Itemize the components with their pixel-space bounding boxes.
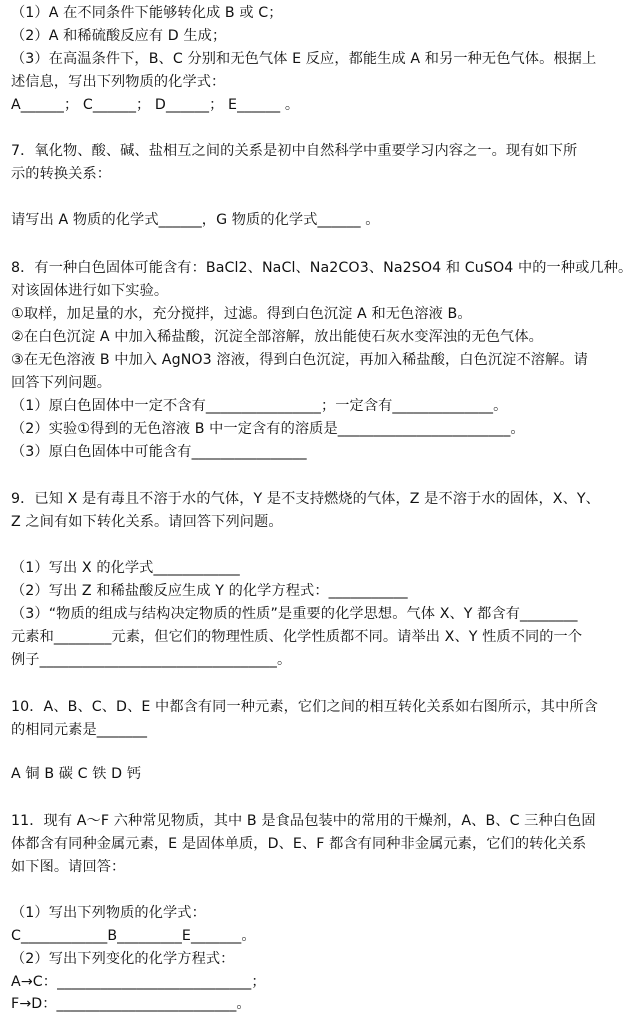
q8-sub-3: （3）原白色固体中可能含有________________ (11, 444, 307, 460)
q9-stem-line-1: 9．已知 X 是有毒且不溶于水的气体，Y 是不支持燃烧的气体，Z 是不溶于水的固体，X、Y、 (11, 491, 600, 507)
q11-sub-1-blanks: C____________B_________E_______。 (11, 928, 256, 944)
q9-sub-3: （3）“物质的组成与结构决定物质的性质”是重要的化学思想。气体 X、Y 都含有________ (11, 606, 578, 622)
q11-stem-line-1: 11．现有 A～F 六种常见物质，其中 B 是食品包装中的常用的干燥剂，A、B、C 三种白色固 (11, 813, 596, 829)
q9-sub-3-cont: 元素和________元素，但它们的物理性质、化学性质都不同。请举出 X、Y 性质不同的一个 (11, 629, 583, 645)
q9-stem-line-2: Z 之间有如下转化关系。请回答下列问题。 (11, 514, 283, 530)
q6-prompt: 述信息，写出下列物质的化学式： (11, 74, 226, 90)
q7-stem-line-1: 7．氧化物、酸、碱、盐相互之间的关系是初中自然科学中重要学习内容之一。现有如下所 (11, 143, 578, 159)
q9-sub-3-end: 例子_________________________________。 (11, 652, 292, 668)
q8-sub-1: （1）原白色固体中一定不含有________________；一定含有______________。 (11, 398, 508, 414)
q6-condition-2: （2）A 和稀硫酸反应有 D 生成； (11, 28, 227, 44)
q7-answer-blanks: 请写出 A 物质的化学式______，G 物质的化学式______ 。 (11, 212, 380, 228)
q10-options: A 铜 B 碳 C 铁 D 钙 (11, 766, 142, 782)
q11-sub-2: （2）写出下列变化的化学方程式： (11, 951, 235, 967)
q6-answer-blanks: A______； C______； D______； E______ 。 (11, 97, 300, 113)
q8-stem-line-2: 对该固体进行如下实验。 (11, 283, 169, 299)
q8-step-3-cont: 回答下列问题。 (11, 375, 112, 391)
q11-stem-line-2: 体都含有同种金属元素，E 是固体单质，D、E、F 都含有同种非金属元素，它们的转化关系 (11, 836, 587, 852)
q7-stem-line-2: 示的转换关系： (11, 166, 112, 182)
q11-stem-line-3: 如下图。请回答： (11, 859, 126, 875)
q8-sub-2: （2）实验①得到的无色溶液 B 中一定含有的溶质是________________________。 (11, 421, 525, 437)
q9-sub-2: （2）写出 Z 和稀盐酸反应生成 Y 的化学方程式：___________ (11, 583, 408, 599)
q8-stem-line-1: 8．有一种白色固体可能含有：BaCl2、NaCl、Na2CO3、Na2SO4 和 CuSO4 中的一种或几种。 (11, 260, 633, 276)
q6-condition-3: （3）在高温条件下，B、C 分别和无色气体 E 反应，都能生成 A 和另一种无色气体。根据上 (11, 51, 597, 67)
q11-sub-1: （1）写出下列物质的化学式： (11, 905, 206, 921)
q11-equation-a-to-c: A→C：___________________________； (11, 974, 266, 990)
q6-condition-1: （1）A 在不同条件下能够转化成 B 或 C； (11, 5, 283, 21)
q10-stem-line-2: 的相同元素是_______ (11, 722, 148, 738)
q8-step-1: ①取样，加足量的水，充分搅拌，过滤。得到白色沉淀 A 和无色溶液 B。 (11, 306, 472, 322)
q9-sub-1: （1）写出 X 的化学式____________ (11, 560, 240, 576)
q8-step-2: ②在白色沉淀 A 中加入稀盐酸，沉淀全部溶解，放出能使石灰水变浑浊的无色气体。 (11, 329, 543, 345)
q10-stem-line-1: 10．A、B、C、D、E 中都含有同一种元素，它们之间的相互转化关系如右图所示，其中所含 (11, 699, 598, 715)
q8-step-3: ③在无色溶液 B 中加入 AgNO3 溶液，得到白色沉淀，再加入稀盐酸，白色沉淀不溶解。请 (11, 352, 588, 368)
q11-equation-f-to-d: F→D：_________________________。 (11, 996, 251, 1012)
